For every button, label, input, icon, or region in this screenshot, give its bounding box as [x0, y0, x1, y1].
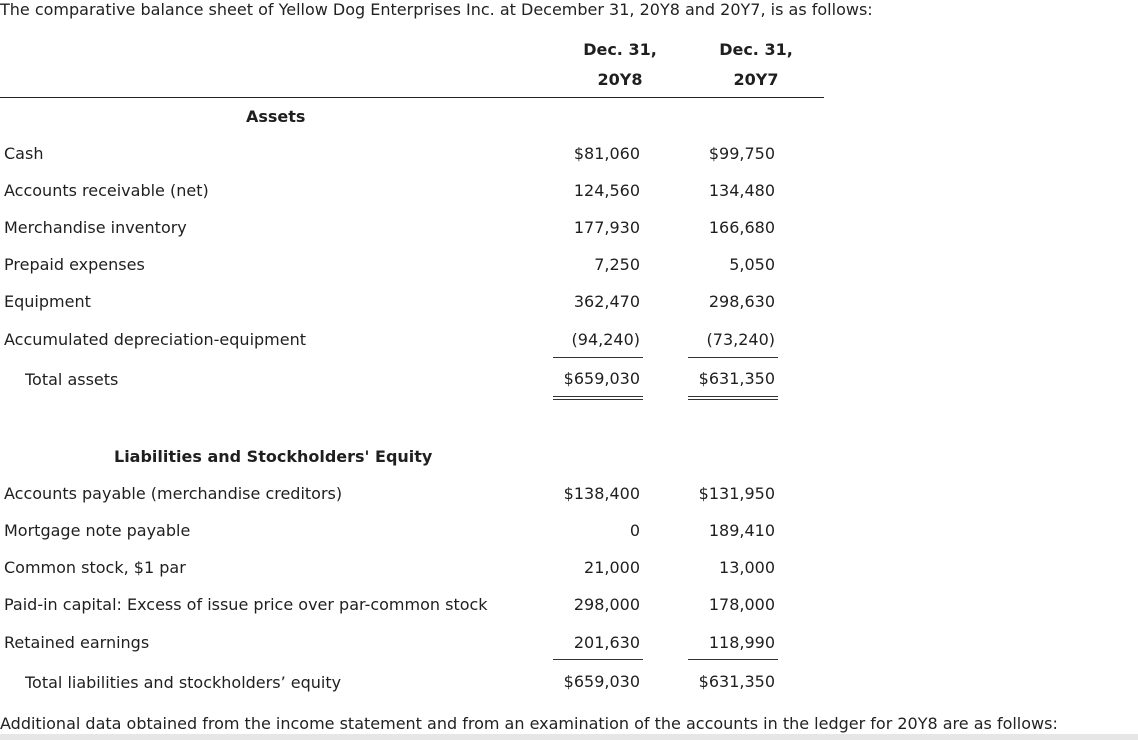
total-assets-20y7: $631,350	[698, 369, 775, 388]
total-liabilities-equity-20y8: $659,030	[563, 672, 640, 691]
liability-row-label: Mortgage note payable	[4, 521, 191, 540]
liability-row-value-20y7: 13,000	[719, 558, 775, 577]
asset-row-label: Equipment	[4, 292, 91, 311]
total-liabilities-equity-20y7: $631,350	[698, 672, 775, 691]
subtotal-underline-20y7	[688, 659, 778, 660]
asset-row-value-20y7: 166,680	[708, 218, 775, 237]
liability-row-value-20y7: $131,950	[698, 484, 775, 503]
liability-row-value-20y8: 298,000	[573, 595, 640, 614]
asset-row-value-20y7: 134,480	[708, 181, 775, 200]
asset-row-value-20y7: 298,630	[708, 292, 775, 311]
liability-row-value-20y8: 21,000	[584, 558, 640, 577]
total-double-underline-20y8	[553, 396, 643, 397]
liability-row-label: Common stock, $1 par	[4, 558, 186, 577]
column-header-20y8-line1: Dec. 31,	[583, 40, 657, 59]
total-liabilities-equity-label: Total liabilities and stockholders’ equity	[25, 673, 342, 692]
asset-row-value-20y8: $81,060	[573, 144, 640, 163]
asset-row-label: Cash	[4, 144, 44, 163]
footer-text: Additional data obtained from the income statement and from an examination of the accounts in the ledger for 20Y8 are as follows:	[0, 714, 1058, 733]
liability-row-label: Accounts payable (merchandise creditors)	[4, 484, 343, 503]
subtotal-underline-20y8	[553, 659, 643, 660]
total-double-underline-20y7	[688, 399, 778, 400]
asset-row-label: Prepaid expenses	[4, 255, 145, 274]
asset-row-value-20y8: 177,930	[573, 218, 640, 237]
total-assets-20y8: $659,030	[563, 369, 640, 388]
asset-row-value-20y7: (73,240)	[706, 330, 775, 349]
asset-row-value-20y8: 7,250	[594, 255, 640, 274]
asset-row-label: Accumulated depreciation-equipment	[4, 330, 307, 349]
asset-row-value-20y7: 5,050	[729, 255, 775, 274]
liability-row-value-20y7: 118,990	[708, 633, 775, 652]
liability-row-value-20y7: 178,000	[708, 595, 775, 614]
asset-row-value-20y8: 124,560	[573, 181, 640, 200]
horizontal-scrollbar[interactable]	[0, 734, 1138, 740]
column-header-20y8-line2: 20Y8	[597, 70, 643, 89]
subtotal-underline-20y7	[688, 357, 778, 358]
column-header-20y7-line2: 20Y7	[733, 70, 779, 89]
liability-row-value-20y7: 189,410	[708, 521, 775, 540]
asset-row-value-20y8: 362,470	[573, 292, 640, 311]
asset-row-value-20y8: (94,240)	[571, 330, 640, 349]
liability-row-label: Retained earnings	[4, 633, 150, 652]
subtotal-underline-20y8	[553, 357, 643, 358]
asset-row-value-20y7: $99,750	[708, 144, 775, 163]
liability-row-value-20y8: 201,630	[573, 633, 640, 652]
header-divider	[0, 97, 824, 98]
intro-text: The comparative balance sheet of Yellow Dog Enterprises Inc. at December 31, 20Y8 and 20Y7, is as follows:	[0, 0, 873, 19]
total-double-underline-20y8	[553, 399, 643, 400]
liabilities-heading: Liabilities and Stockholders' Equity	[114, 447, 433, 466]
total-assets-label: Total assets	[25, 370, 119, 389]
total-double-underline-20y7	[688, 396, 778, 397]
liability-row-value-20y8: 0	[629, 521, 640, 540]
assets-heading: Assets	[246, 107, 306, 126]
liability-row-value-20y8: $138,400	[563, 484, 640, 503]
liability-row-label: Paid-in capital: Excess of issue price over par-common stock	[4, 595, 488, 614]
asset-row-label: Merchandise inventory	[4, 218, 187, 237]
column-header-20y7-line1: Dec. 31,	[719, 40, 793, 59]
asset-row-label: Accounts receivable (net)	[4, 181, 209, 200]
